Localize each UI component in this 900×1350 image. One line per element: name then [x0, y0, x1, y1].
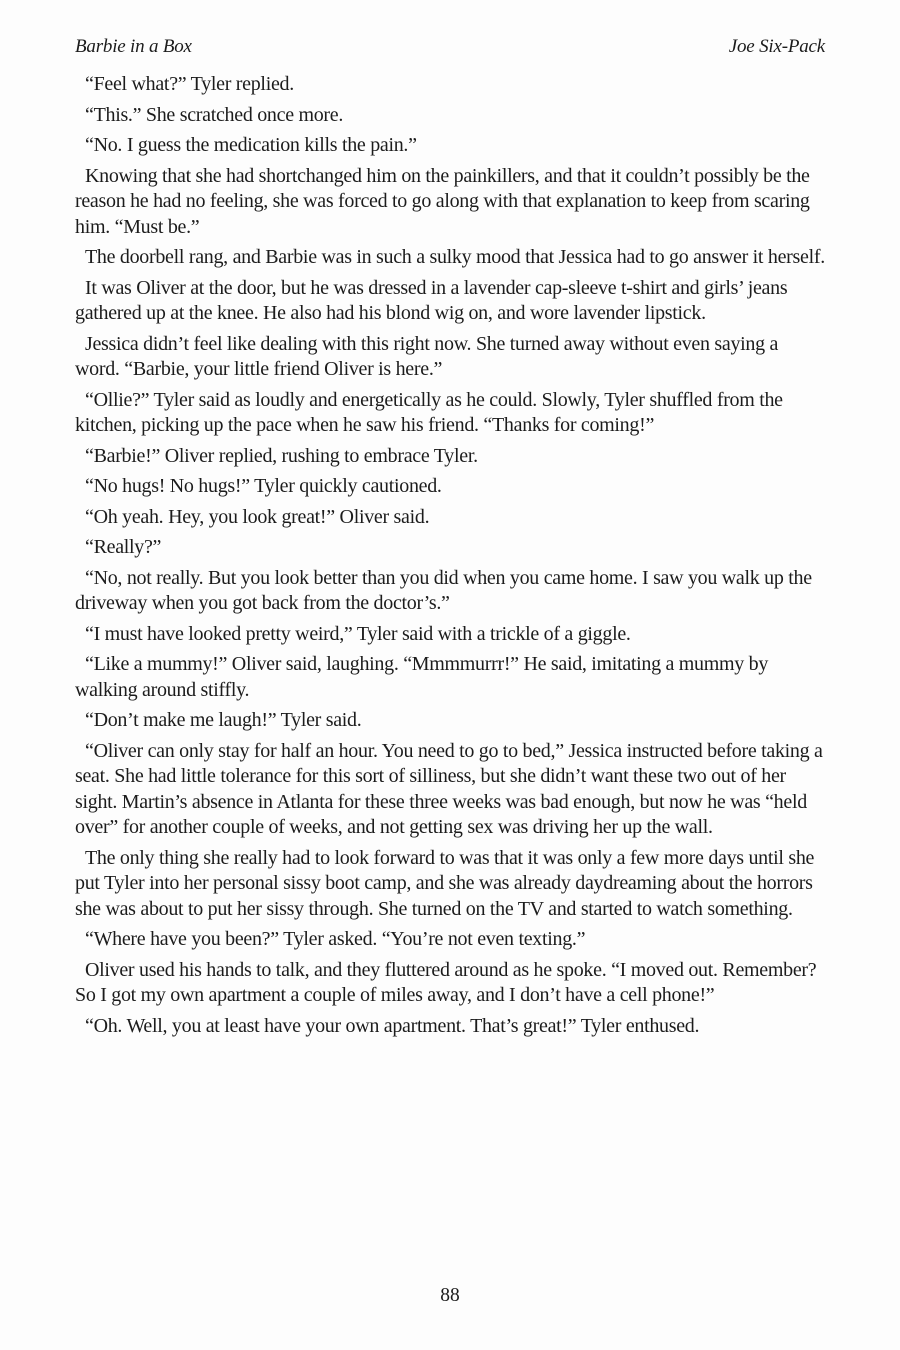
paragraph: “Like a mummy!” Oliver said, laughing. “Mmmmurrr!” He said, imitating a mummy by walking around stiffly.: [75, 653, 769, 701]
paragraph: “Really?”: [85, 536, 162, 558]
paragraph: “Oliver can only stay for half an hour. You need to go to bed,” Jessica instructed before taking a seat. She had little tolerance for this sort of silliness, but she didn’t want these two out of her sight. Martin’s absence in Atlanta for these three weeks was bad enough, but now he was “held over” for another couple of weeks, and not getting sex was driving her up the wall.: [75, 739, 823, 838]
paragraph: “Oh yeah. Hey, you look great!” Oliver said.: [85, 505, 430, 528]
book-title: Barbie in a Box: [75, 36, 192, 57]
paragraph: “Oh. Well, you at least have your own apartment. That’s great!” Tyler enthused.: [85, 1014, 700, 1037]
page-number: 88: [440, 1285, 460, 1306]
paragraph: The doorbell rang, and Barbie was in such a sulky mood that Jessica had to go answer it herself.: [85, 246, 825, 268]
paragraph: “Barbie!” Oliver replied, rushing to embrace Tyler.: [85, 444, 478, 467]
author-name: Joe Six-Pack: [728, 36, 825, 57]
running-header: [75, 36, 825, 58]
paragraph: Jessica didn’t feel like dealing with this right now. She turned away without even saying a word. “Barbie, your little friend Oliver is here.”: [75, 332, 779, 380]
paragraph: “No, not really. But you look better than you did when you came home. I saw you walk up the driveway when you got back from the doctor’s.”: [75, 566, 812, 614]
page-footer: [0, 1286, 900, 1306]
paragraph: “Don’t make me laugh!” Tyler said.: [85, 709, 362, 731]
page-body: [75, 72, 825, 1039]
paragraph: The only thing she really had to look forward to was that it was only a few more days until she put Tyler into her personal sissy boot camp, and she was already daydreaming about the horrors she was about to put her sissy through. She turned on the TV and started to watch something.: [75, 846, 815, 920]
paragraph: “This.” She scratched once more.: [85, 103, 344, 126]
paragraph: It was Oliver at the door, but he was dressed in a lavender cap-sleeve t-shirt and girls’ jeans gathered up at the knee. He also had his blond wig on, and wore lavender lipstick.: [75, 276, 788, 324]
paragraph: “I must have looked pretty weird,” Tyler said with a trickle of a giggle.: [85, 622, 631, 645]
paragraph: “No hugs! No hugs!” Tyler quickly cautioned.: [85, 475, 442, 497]
paragraph: “Where have you been?” Tyler asked. “You’re not even texting.”: [85, 928, 586, 950]
paragraph: “Ollie?” Tyler said as loudly and energetically as he could. Slowly, Tyler shuffled from the kitchen, picking up the pace when he saw his friend. “Thanks for coming!”: [75, 388, 783, 436]
paragraph: “No. I guess the medication kills the pain.”: [85, 134, 417, 156]
paragraph: Oliver used his hands to talk, and they fluttered around as he spoke. “I moved out. Remember? So I got my own apartment a couple of miles away, and I don’t have a cell phone!”: [75, 958, 817, 1006]
paragraph: “Feel what?” Tyler replied.: [85, 73, 294, 95]
paragraph: Knowing that she had shortchanged him on the painkillers, and that it couldn’t possibly be the reason he had no feeling, she was forced to go along with that explanation to keep from scaring him. “Must be.”: [75, 164, 810, 238]
